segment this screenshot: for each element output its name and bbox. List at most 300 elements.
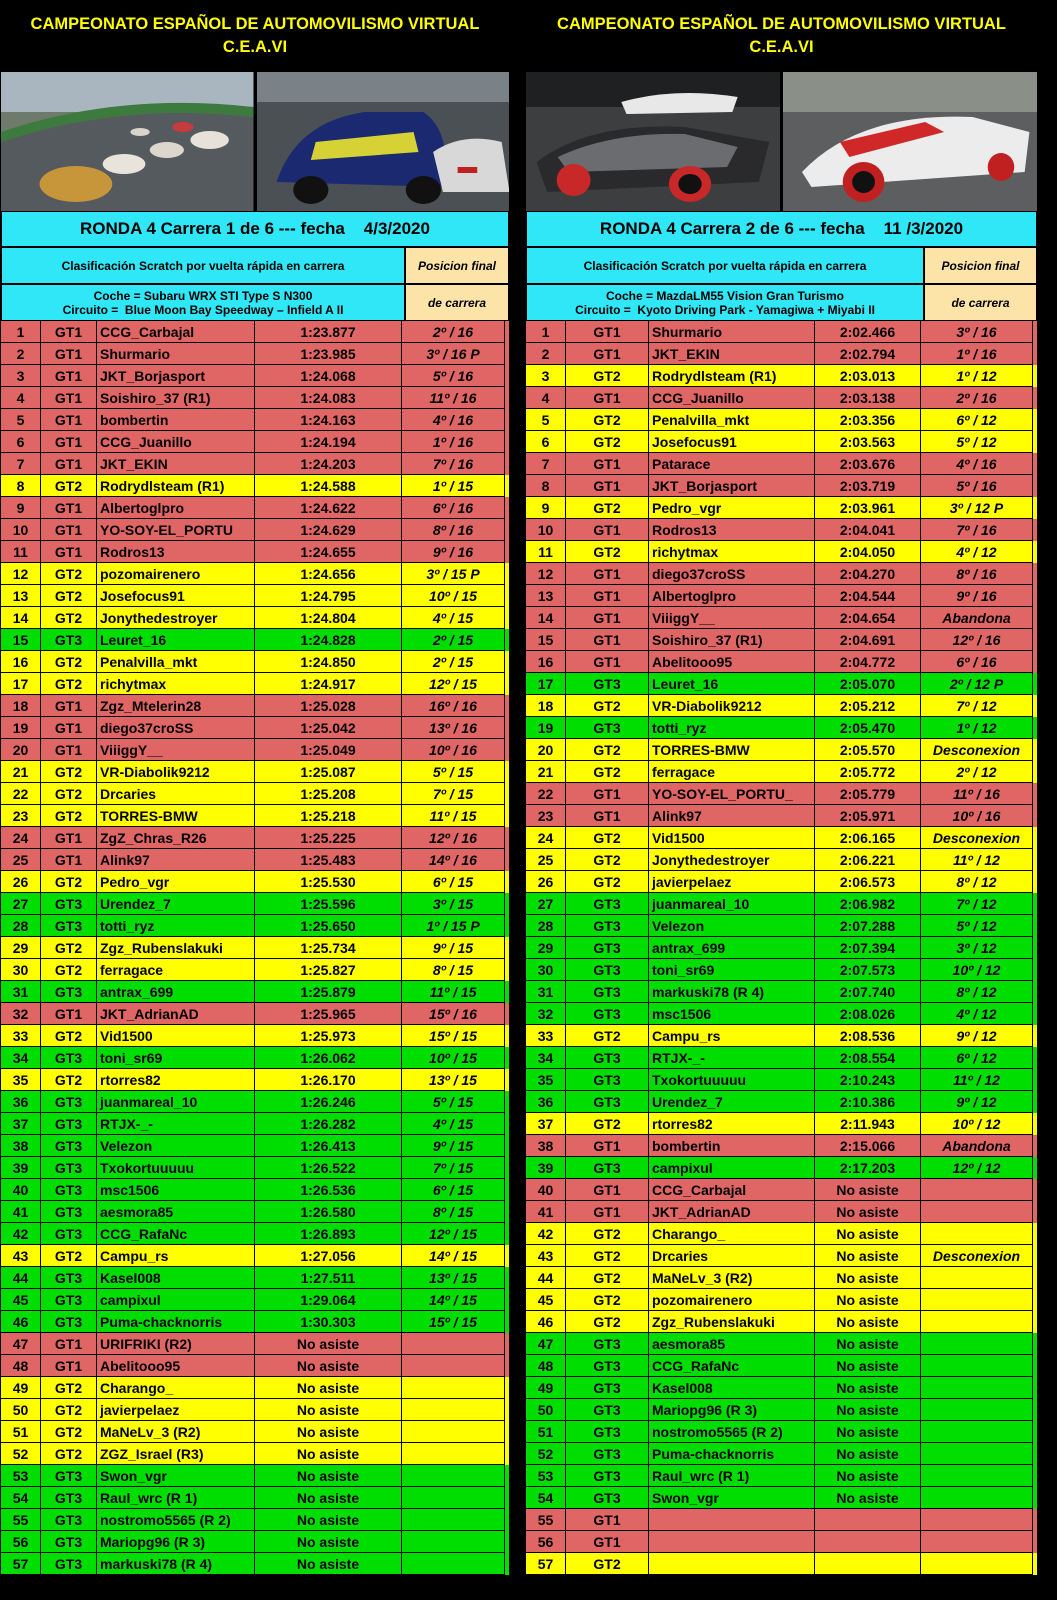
- position-cell: 45: [525, 1288, 566, 1311]
- lap-time-cell: 2:03.013: [814, 364, 921, 387]
- final-position-cell: [920, 1178, 1033, 1201]
- class-cell: GT3: [565, 1156, 649, 1179]
- lap-time-cell: 1:26.246: [254, 1090, 402, 1113]
- class-cell: GT1: [40, 342, 97, 365]
- position-cell: 21: [525, 760, 566, 783]
- table-row: [1, 695, 509, 717]
- final-position-cell: [401, 1442, 505, 1465]
- class-cell: GT1: [565, 1200, 649, 1223]
- class-cell: GT1: [565, 1178, 649, 1201]
- position-cell: 16: [525, 650, 566, 673]
- position-cell: 13: [0, 584, 41, 607]
- final-position-cell: [920, 1442, 1033, 1465]
- final-position-cell: Desconexion: [920, 1244, 1033, 1267]
- lap-time-cell: No asiste: [814, 1200, 921, 1223]
- class-cell: GT2: [565, 1112, 649, 1135]
- class-cell: GT3: [565, 1354, 649, 1377]
- race-photo-car: [257, 72, 510, 211]
- lap-time-cell: 1:25.042: [254, 716, 402, 739]
- class-cell: GT3: [40, 1134, 97, 1157]
- table-row: [1, 673, 509, 695]
- lap-time-cell: 1:25.225: [254, 826, 402, 849]
- position-cell: 33: [0, 1024, 41, 1047]
- final-position-cell: 8º / 12: [920, 980, 1033, 1003]
- title-line-2: C.E.A.VI: [222, 38, 288, 56]
- lap-time-cell: 2:06.221: [814, 848, 921, 871]
- lap-time-cell: 1:25.965: [254, 1002, 402, 1025]
- final-position-cell: 10º / 15: [401, 1046, 505, 1069]
- lap-time-cell: 1:25.483: [254, 848, 402, 871]
- position-cell: 25: [0, 848, 41, 871]
- position-cell: 47: [525, 1332, 566, 1355]
- driver-name-cell: ZgZ_Chras_R26: [96, 826, 255, 849]
- final-position-cell: [920, 1310, 1033, 1333]
- table-row: [526, 1069, 1037, 1091]
- lap-time-cell: 1:27.511: [254, 1266, 402, 1289]
- class-cell: GT1: [40, 540, 97, 563]
- class-cell: GT3: [565, 672, 649, 695]
- class-cell: GT3: [565, 892, 649, 915]
- lap-time-cell: 2:10.243: [814, 1068, 921, 1091]
- table-row: [1, 893, 509, 915]
- class-cell: GT2: [40, 1398, 97, 1421]
- position-cell: 3: [525, 364, 566, 387]
- driver-name-cell: Pedro_vgr: [96, 870, 255, 893]
- final-position-cell: 1º / 12: [920, 716, 1033, 739]
- final-position-cell: 10º / 16: [401, 738, 505, 761]
- final-position-cell: [401, 1354, 505, 1377]
- final-position-cell: 14º / 16: [401, 848, 505, 871]
- lap-time-cell: No asiste: [254, 1442, 402, 1465]
- class-cell: GT2: [40, 606, 97, 629]
- position-cell: 53: [525, 1464, 566, 1487]
- position-cell: 20: [525, 738, 566, 761]
- position-cell: 42: [525, 1222, 566, 1245]
- driver-name-cell: Rodros13: [648, 518, 815, 541]
- table-row: [526, 1157, 1037, 1179]
- position-cell: 57: [525, 1552, 566, 1575]
- class-cell: GT1: [565, 1530, 649, 1553]
- class-cell: GT2: [565, 1310, 649, 1333]
- class-cell: GT2: [40, 958, 97, 981]
- driver-name-cell: pozomairenero: [648, 1288, 815, 1311]
- position-cell: 51: [525, 1420, 566, 1443]
- class-cell: GT2: [565, 408, 649, 431]
- final-position-cell: [401, 1464, 505, 1487]
- table-row: [1, 1047, 509, 1069]
- position-cell: 27: [0, 892, 41, 915]
- final-position-cell: 11º / 16: [401, 386, 505, 409]
- class-cell: GT2: [565, 760, 649, 783]
- lap-time-cell: 2:11.943: [814, 1112, 921, 1135]
- class-cell: GT2: [40, 584, 97, 607]
- final-position-cell: 4º / 15: [401, 1112, 505, 1135]
- position-cell: 26: [525, 870, 566, 893]
- driver-name-cell: javierpelaez: [648, 870, 815, 893]
- final-position-cell: [920, 1222, 1033, 1245]
- table-row: [1, 959, 509, 981]
- results-table: [526, 321, 1037, 1575]
- title-line-2: C.E.A.VI: [749, 38, 814, 56]
- lap-time-cell: 1:23.985: [254, 342, 402, 365]
- table-row: [1, 1531, 509, 1553]
- final-position-cell: [920, 1332, 1033, 1355]
- driver-name-cell: totti_ryz: [96, 914, 255, 937]
- final-position-cell: 13º / 15: [401, 1068, 505, 1091]
- driver-name-cell: ferragace: [648, 760, 815, 783]
- driver-name-cell: Abelitooo95: [648, 650, 815, 673]
- lap-time-cell: 2:04.654: [814, 606, 921, 629]
- driver-name-cell: JKT_EKIN: [96, 452, 255, 475]
- header-row-2: [526, 284, 1037, 321]
- driver-name-cell: VR-Diabolik9212: [96, 760, 255, 783]
- final-position-cell: 13º / 16: [401, 716, 505, 739]
- driver-name-cell: Charango_: [648, 1222, 815, 1245]
- table-row: [1, 563, 509, 585]
- position-cell: 47: [0, 1332, 41, 1355]
- class-cell: GT3: [565, 1068, 649, 1091]
- table-row: [1, 805, 509, 827]
- class-cell: GT2: [40, 672, 97, 695]
- final-position-cell: 4º / 16: [920, 452, 1033, 475]
- driver-name-cell: JKT_EKIN: [648, 342, 815, 365]
- table-row: [526, 1223, 1037, 1245]
- driver-name-cell: Leuret_16: [648, 672, 815, 695]
- final-position-cell: 6º / 12: [920, 1046, 1033, 1069]
- table-row: [526, 673, 1037, 695]
- car-circuit-header: [1, 284, 405, 321]
- driver-name-cell: campixul: [648, 1156, 815, 1179]
- de-carrera-header: de carrera: [924, 284, 1037, 321]
- lap-time-cell: 1:26.522: [254, 1156, 402, 1179]
- position-cell: 15: [0, 628, 41, 651]
- lap-time-cell: 1:30.303: [254, 1310, 402, 1333]
- table-row: [1, 783, 509, 805]
- race-photo-vision-car-white: [783, 72, 1037, 211]
- position-cell: 53: [0, 1464, 41, 1487]
- table-row: [526, 805, 1037, 827]
- car-label: Coche = MazdaLM55 Vision Gran Turismo: [606, 288, 844, 303]
- driver-name-cell: Alink97: [648, 804, 815, 827]
- lap-time-cell: No asiste: [814, 1398, 921, 1421]
- table-row: [526, 1091, 1037, 1113]
- lap-time-cell: 1:24.622: [254, 496, 402, 519]
- class-cell: GT3: [565, 1486, 649, 1509]
- table-row: [526, 761, 1037, 783]
- class-cell: GT1: [40, 694, 97, 717]
- position-cell: 29: [0, 936, 41, 959]
- lap-time-cell: 1:25.734: [254, 936, 402, 959]
- final-position-cell: 2º / 16: [920, 386, 1033, 409]
- class-cell: GT3: [40, 1464, 97, 1487]
- driver-name-cell: URIFRIKI (R2): [96, 1332, 255, 1355]
- lap-time-cell: 1:24.083: [254, 386, 402, 409]
- position-cell: 40: [525, 1178, 566, 1201]
- final-position-cell: 1º / 15: [401, 474, 505, 497]
- driver-name-cell: antrax_699: [648, 936, 815, 959]
- lap-time-cell: 2:04.772: [814, 650, 921, 673]
- final-position-cell: [920, 1376, 1033, 1399]
- position-cell: 36: [525, 1090, 566, 1113]
- class-cell: GT2: [40, 1376, 97, 1399]
- driver-name-cell: [648, 1552, 815, 1575]
- table-row: [1, 1289, 509, 1311]
- lap-time-cell: 2:03.961: [814, 496, 921, 519]
- driver-name-cell: diego37croSS: [96, 716, 255, 739]
- table-row: [526, 607, 1037, 629]
- final-position-cell: 7º / 15: [401, 1156, 505, 1179]
- driver-name-cell: nostromo5565 (R 2): [96, 1508, 255, 1531]
- final-position-cell: 4º / 16: [401, 408, 505, 431]
- class-cell: GT3: [40, 1112, 97, 1135]
- table-row: [1, 827, 509, 849]
- position-cell: 3: [0, 364, 41, 387]
- driver-name-cell: Josefocus91: [96, 584, 255, 607]
- lap-time-cell: 2:05.070: [814, 672, 921, 695]
- table-row: [1, 1157, 509, 1179]
- final-position-cell: [920, 1508, 1033, 1531]
- table-row: [526, 387, 1037, 409]
- table-row: [1, 651, 509, 673]
- position-cell: 48: [0, 1354, 41, 1377]
- lap-time-cell: 1:26.170: [254, 1068, 402, 1091]
- position-cell: 20: [0, 738, 41, 761]
- table-row: [1, 915, 509, 937]
- position-cell: 16: [0, 650, 41, 673]
- class-cell: GT1: [40, 518, 97, 541]
- final-position-cell: 12º / 12: [920, 1156, 1033, 1179]
- driver-name-cell: Raul_wrc (R 1): [96, 1486, 255, 1509]
- final-position-cell: 11º / 12: [920, 848, 1033, 871]
- table-row: [526, 1025, 1037, 1047]
- position-cell: 51: [0, 1420, 41, 1443]
- table-row: [1, 1487, 509, 1509]
- table-row: [526, 871, 1037, 893]
- class-cell: GT3: [40, 1266, 97, 1289]
- position-cell: 14: [0, 606, 41, 629]
- table-row: [1, 409, 509, 431]
- final-position-cell: 16º / 16: [401, 694, 505, 717]
- circuit-label: Circuito = Kyoto Driving Park - Yamagiwa + Miyabi II: [575, 302, 875, 317]
- driver-name-cell: Zgz_Rubenslakuki: [648, 1310, 815, 1333]
- final-position-cell: 8º / 16: [920, 562, 1033, 585]
- class-cell: GT3: [565, 936, 649, 959]
- driver-name-cell: Penalvilla_mkt: [96, 650, 255, 673]
- class-cell: GT2: [565, 870, 649, 893]
- driver-name-cell: ZGZ_Israel (R3): [96, 1442, 255, 1465]
- class-cell: GT3: [40, 1288, 97, 1311]
- driver-name-cell: antrax_699: [96, 980, 255, 1003]
- lap-time-cell: 1:24.917: [254, 672, 402, 695]
- driver-name-cell: MaNeLv_3 (R2): [96, 1420, 255, 1443]
- driver-name-cell: Rodrydlsteam (R1): [96, 474, 255, 497]
- position-cell: 54: [525, 1486, 566, 1509]
- position-cell: 7: [525, 452, 566, 475]
- class-cell: GT1: [565, 1134, 649, 1157]
- driver-name-cell: CCG_Juanillo: [648, 386, 815, 409]
- driver-name-cell: Drcaries: [96, 782, 255, 805]
- final-position-cell: 10º / 16: [920, 804, 1033, 827]
- final-position-cell: 3º / 16 P: [401, 342, 505, 365]
- lap-time-cell: 2:07.288: [814, 914, 921, 937]
- final-position-cell: [401, 1552, 505, 1575]
- table-row: [1, 1113, 509, 1135]
- table-row: [526, 1509, 1037, 1531]
- table-row: [1, 321, 509, 343]
- position-cell: 19: [525, 716, 566, 739]
- final-position-cell: 13º / 15: [401, 1266, 505, 1289]
- table-row: [1, 1553, 509, 1575]
- final-position-cell: 12º / 16: [920, 628, 1033, 651]
- final-position-cell: [920, 1200, 1033, 1223]
- driver-name-cell: Campu_rs: [648, 1024, 815, 1047]
- driver-name-cell: Shurmario: [648, 320, 815, 343]
- position-cell: 30: [525, 958, 566, 981]
- table-row: [526, 651, 1037, 673]
- driver-name-cell: ferragace: [96, 958, 255, 981]
- position-cell: 50: [525, 1398, 566, 1421]
- lap-time-cell: No asiste: [814, 1288, 921, 1311]
- lap-time-cell: No asiste: [814, 1222, 921, 1245]
- lap-time-cell: 1:25.208: [254, 782, 402, 805]
- table-row: [1, 1069, 509, 1091]
- class-cell: GT3: [40, 1508, 97, 1531]
- final-position-cell: 4º / 12: [920, 540, 1033, 563]
- final-position-cell: 5º / 12: [920, 430, 1033, 453]
- class-cell: GT2: [40, 1244, 97, 1267]
- table-row: [1, 387, 509, 409]
- final-position-cell: 9º / 15: [401, 936, 505, 959]
- position-cell: 35: [525, 1068, 566, 1091]
- lap-time-cell: No asiste: [254, 1398, 402, 1421]
- table-row: [1, 1509, 509, 1531]
- table-row: [526, 1003, 1037, 1025]
- lap-time-cell: 2:05.971: [814, 804, 921, 827]
- class-cell: GT1: [565, 320, 649, 343]
- class-cell: GT2: [40, 1024, 97, 1047]
- lap-time-cell: 2:05.772: [814, 760, 921, 783]
- final-position-cell: 7º / 16: [920, 518, 1033, 541]
- final-position-header: Posicion final: [405, 247, 509, 284]
- lap-time-cell: 1:24.655: [254, 540, 402, 563]
- final-position-cell: 10º / 12: [920, 958, 1033, 981]
- final-position-cell: [401, 1530, 505, 1553]
- driver-name-cell: Jonythedestroyer: [648, 848, 815, 871]
- position-cell: 31: [0, 980, 41, 1003]
- final-position-cell: 7º / 16: [401, 452, 505, 475]
- lap-time-cell: No asiste: [814, 1376, 921, 1399]
- table-row: [1, 1399, 509, 1421]
- driver-name-cell: [648, 1530, 815, 1553]
- final-position-cell: [401, 1420, 505, 1443]
- class-cell: GT2: [40, 804, 97, 827]
- class-cell: GT2: [565, 496, 649, 519]
- table-row: [526, 717, 1037, 739]
- position-cell: 55: [0, 1508, 41, 1531]
- lap-time-cell: No asiste: [814, 1310, 921, 1333]
- final-position-cell: 14º / 15: [401, 1288, 505, 1311]
- class-cell: GT1: [40, 716, 97, 739]
- position-cell: 35: [0, 1068, 41, 1091]
- driver-name-cell: Vid1500: [648, 826, 815, 849]
- class-cell: GT3: [40, 980, 97, 1003]
- position-cell: 25: [525, 848, 566, 871]
- table-row: [526, 453, 1037, 475]
- table-row: [1, 475, 509, 497]
- lap-time-cell: 1:24.163: [254, 408, 402, 431]
- table-row: [526, 519, 1037, 541]
- lap-time-cell: 2:04.691: [814, 628, 921, 651]
- position-cell: 38: [0, 1134, 41, 1157]
- lap-time-cell: 2:05.212: [814, 694, 921, 717]
- table-row: [526, 1377, 1037, 1399]
- table-row: [1, 365, 509, 387]
- class-cell: GT3: [565, 1420, 649, 1443]
- driver-name-cell: Velezon: [96, 1134, 255, 1157]
- class-cell: GT2: [40, 1068, 97, 1091]
- driver-name-cell: CCG_RafaNc: [648, 1354, 815, 1377]
- class-cell: GT1: [565, 628, 649, 651]
- lap-time-cell: 1:25.879: [254, 980, 402, 1003]
- final-position-cell: 8º / 15: [401, 958, 505, 981]
- final-position-cell: 10º / 12: [920, 1112, 1033, 1135]
- class-cell: GT3: [565, 1046, 649, 1069]
- class-cell: GT3: [40, 1046, 97, 1069]
- position-cell: 39: [525, 1156, 566, 1179]
- position-cell: 11: [525, 540, 566, 563]
- position-cell: 9: [0, 496, 41, 519]
- class-cell: GT3: [40, 1090, 97, 1113]
- driver-name-cell: richytmax: [96, 672, 255, 695]
- position-cell: 4: [525, 386, 566, 409]
- class-cell: GT1: [565, 474, 649, 497]
- final-position-cell: 6º / 15: [401, 1178, 505, 1201]
- position-cell: 22: [0, 782, 41, 805]
- class-cell: GT2: [40, 474, 97, 497]
- class-cell: GT2: [565, 826, 649, 849]
- table-row: [526, 915, 1037, 937]
- driver-name-cell: CCG_RafaNc: [96, 1222, 255, 1245]
- table-row: [526, 1399, 1037, 1421]
- lap-time-cell: [814, 1508, 921, 1531]
- lap-time-cell: 1:29.064: [254, 1288, 402, 1311]
- table-row: [526, 1465, 1037, 1487]
- lap-time-cell: 2:07.740: [814, 980, 921, 1003]
- position-cell: 32: [0, 1002, 41, 1025]
- driver-name-cell: bombertin: [96, 408, 255, 431]
- class-cell: GT1: [565, 782, 649, 805]
- lap-time-cell: 2:06.982: [814, 892, 921, 915]
- driver-name-cell: Shurmario: [96, 342, 255, 365]
- final-position-cell: 11º / 15: [401, 804, 505, 827]
- de-carrera-header: de carrera: [405, 284, 509, 321]
- class-cell: GT3: [40, 1552, 97, 1575]
- position-cell: 12: [525, 562, 566, 585]
- class-cell: GT1: [565, 452, 649, 475]
- lap-time-cell: No asiste: [254, 1486, 402, 1509]
- driver-name-cell: Josefocus91: [648, 430, 815, 453]
- position-cell: 48: [525, 1354, 566, 1377]
- class-cell: GT1: [40, 848, 97, 871]
- position-cell: 34: [525, 1046, 566, 1069]
- lap-time-cell: 1:27.056: [254, 1244, 402, 1267]
- driver-name-cell: toni_sr69: [96, 1046, 255, 1069]
- lap-time-cell: No asiste: [814, 1486, 921, 1509]
- lap-time-cell: 2:04.544: [814, 584, 921, 607]
- table-row: [1, 1091, 509, 1113]
- class-cell: GT3: [565, 1332, 649, 1355]
- final-position-cell: 9º / 16: [401, 540, 505, 563]
